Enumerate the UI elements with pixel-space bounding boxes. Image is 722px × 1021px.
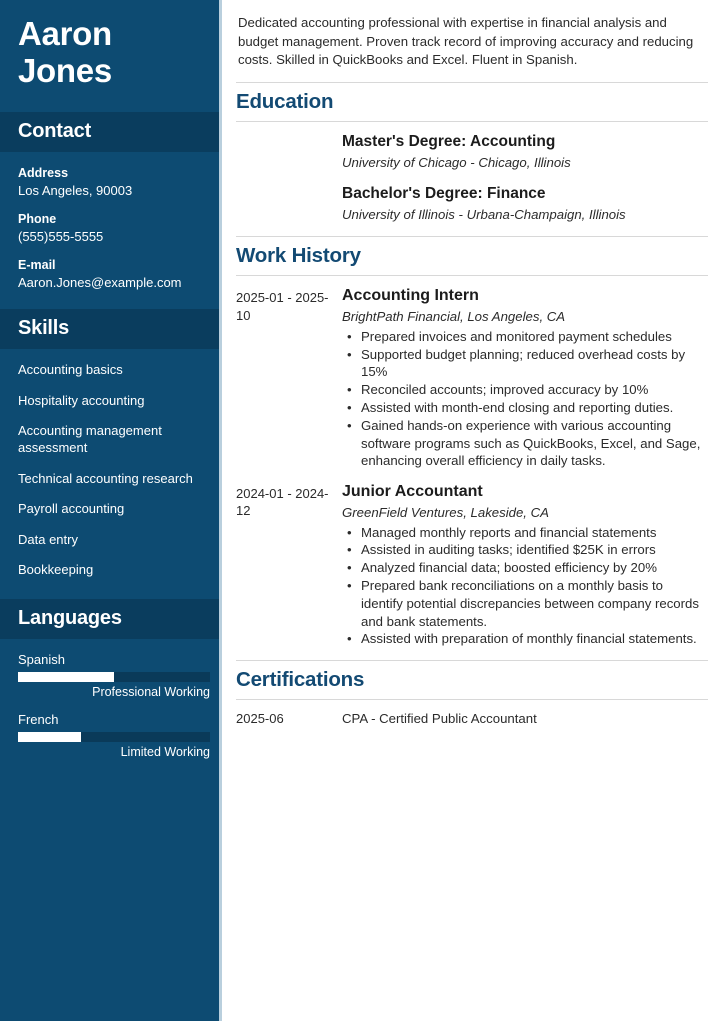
degree-separator: : (461, 133, 471, 151)
contact-label-email: E-mail (18, 258, 56, 273)
education-entry (236, 132, 708, 173)
contact-label-phone: Phone (18, 211, 57, 226)
education-section (236, 82, 708, 224)
contact-value-phone: (555)555-5555 (18, 228, 104, 244)
job-entry (236, 286, 708, 470)
job-bullet: • Assisted with month-end closing and reporting duties. (361, 399, 708, 417)
first-name: Aaron (18, 15, 112, 52)
education-detail (342, 184, 708, 225)
degree-type: Bachelor's Degree (342, 184, 478, 202)
education-detail (342, 132, 708, 173)
job-title: Accounting Intern (342, 287, 479, 305)
skill-item: Accounting management assessment (18, 423, 162, 455)
skill-item: Bookkeeping (18, 562, 94, 578)
skill-item: Hospitality accounting (18, 392, 145, 408)
job-bullet-list (342, 328, 708, 471)
job-dates: 2025-01 - 2025-10 (236, 290, 329, 323)
language-name: French (18, 712, 59, 728)
skill-item: Data entry (18, 531, 78, 547)
certification-date: 2025-06 (236, 711, 284, 727)
languages-section-body (0, 639, 219, 778)
certification-name: CPA - Certified Public Accountant (342, 711, 537, 727)
job-bullet: • Assisted in auditing tasks; identified $25K in errors (361, 541, 708, 559)
job-bullet: • Reconciled accounts; improved accuracy by 10% (361, 381, 708, 399)
language-proficiency-bar (18, 732, 210, 742)
job-bullet: • Assisted with preparation of monthly financial statements. (361, 630, 708, 648)
language-item-spanish (18, 652, 210, 700)
education-degree-line (342, 132, 708, 152)
education-gutter (236, 132, 342, 173)
job-bullet: • Prepared invoices and monitored payment schedules (361, 328, 708, 346)
language-item-french (18, 712, 210, 760)
work-history-entries (236, 276, 708, 648)
skills-section-heading: Skills (0, 309, 219, 349)
candidate-name (0, 0, 219, 112)
certifications-entries (236, 700, 708, 728)
job-company: GreenField Ventures, Lakeside, CA (342, 505, 549, 521)
skill-item: Technical accounting research (18, 470, 193, 486)
job-bullet: • Prepared bank reconciliations on a monthly basis to identify potential discrepancies between company records and bank statements. (361, 577, 708, 630)
main-content (222, 0, 722, 1021)
job-bullet: • Supported budget planning; reduced overhead costs by 15% (361, 346, 708, 382)
job-entry (236, 482, 708, 648)
education-entries (236, 122, 708, 224)
language-proficiency-bar (18, 672, 210, 682)
sidebar (0, 0, 222, 1021)
job-bullet: • Managed monthly reports and financial statements (361, 524, 708, 542)
language-proficiency-fill (18, 732, 81, 742)
skill-item: Accounting basics (18, 362, 123, 378)
job-company: BrightPath Financial, Los Angeles, CA (342, 309, 566, 325)
education-school: University of Chicago - Chicago, Illinois (342, 155, 571, 171)
certifications-section (236, 660, 708, 728)
language-name: Spanish (18, 652, 65, 668)
degree-field: Accounting (470, 133, 556, 151)
contact-section-body (0, 152, 219, 309)
contact-label-address: Address (18, 165, 69, 180)
skill-item: Payroll accounting (18, 501, 125, 517)
degree-field: Finance (486, 184, 546, 202)
skills-section-body (0, 349, 219, 599)
work-history-section (236, 236, 708, 648)
certifications-heading: Certifications (236, 668, 365, 692)
contact-item-address (18, 165, 201, 200)
professional-summary: Dedicated accounting professional with expertise in financial analysis and budget management. Proven track record of improving accuracy and reducing costs. Skilled in QuickBooks and Excel. Fluent in Spanish. (238, 15, 694, 68)
job-title: Junior Accountant (342, 483, 483, 501)
contact-value-address: Los Angeles, 90003 (18, 182, 133, 198)
last-name: Jones (18, 51, 112, 89)
education-school: University of Illinois - Urbana-Champaign, Illinois (342, 206, 626, 222)
education-degree-line (342, 184, 708, 204)
education-heading: Education (236, 90, 334, 114)
job-bullet: • Gained hands-on experience with various accounting software programs such as QuickBooks, Excel, and Sage, enhancing overall efficiency in daily tasks. (361, 417, 708, 470)
language-proficiency-fill (18, 672, 114, 682)
contact-section-heading: Contact (0, 112, 219, 152)
job-dates: 2024-01 - 2024-12 (236, 486, 329, 519)
job-bullet: • Analyzed financial data; boosted efficiency by 20% (361, 559, 708, 577)
contact-value-email: Aaron.Jones@example.com (18, 274, 182, 290)
language-level-label: Limited Working (120, 745, 210, 760)
language-level-label: Professional Working (92, 684, 210, 699)
contact-item-phone (18, 211, 201, 246)
certification-entry (236, 710, 708, 728)
languages-section-heading: Languages (0, 599, 219, 639)
job-bullet-list (342, 524, 708, 649)
education-entry (236, 184, 708, 225)
contact-item-email (18, 257, 201, 292)
degree-type: Master's Degree (342, 133, 462, 151)
degree-separator: : (477, 184, 487, 202)
job-detail (342, 482, 708, 648)
education-gutter (236, 184, 342, 225)
job-detail (342, 286, 708, 470)
work-history-heading: Work History (236, 244, 361, 268)
